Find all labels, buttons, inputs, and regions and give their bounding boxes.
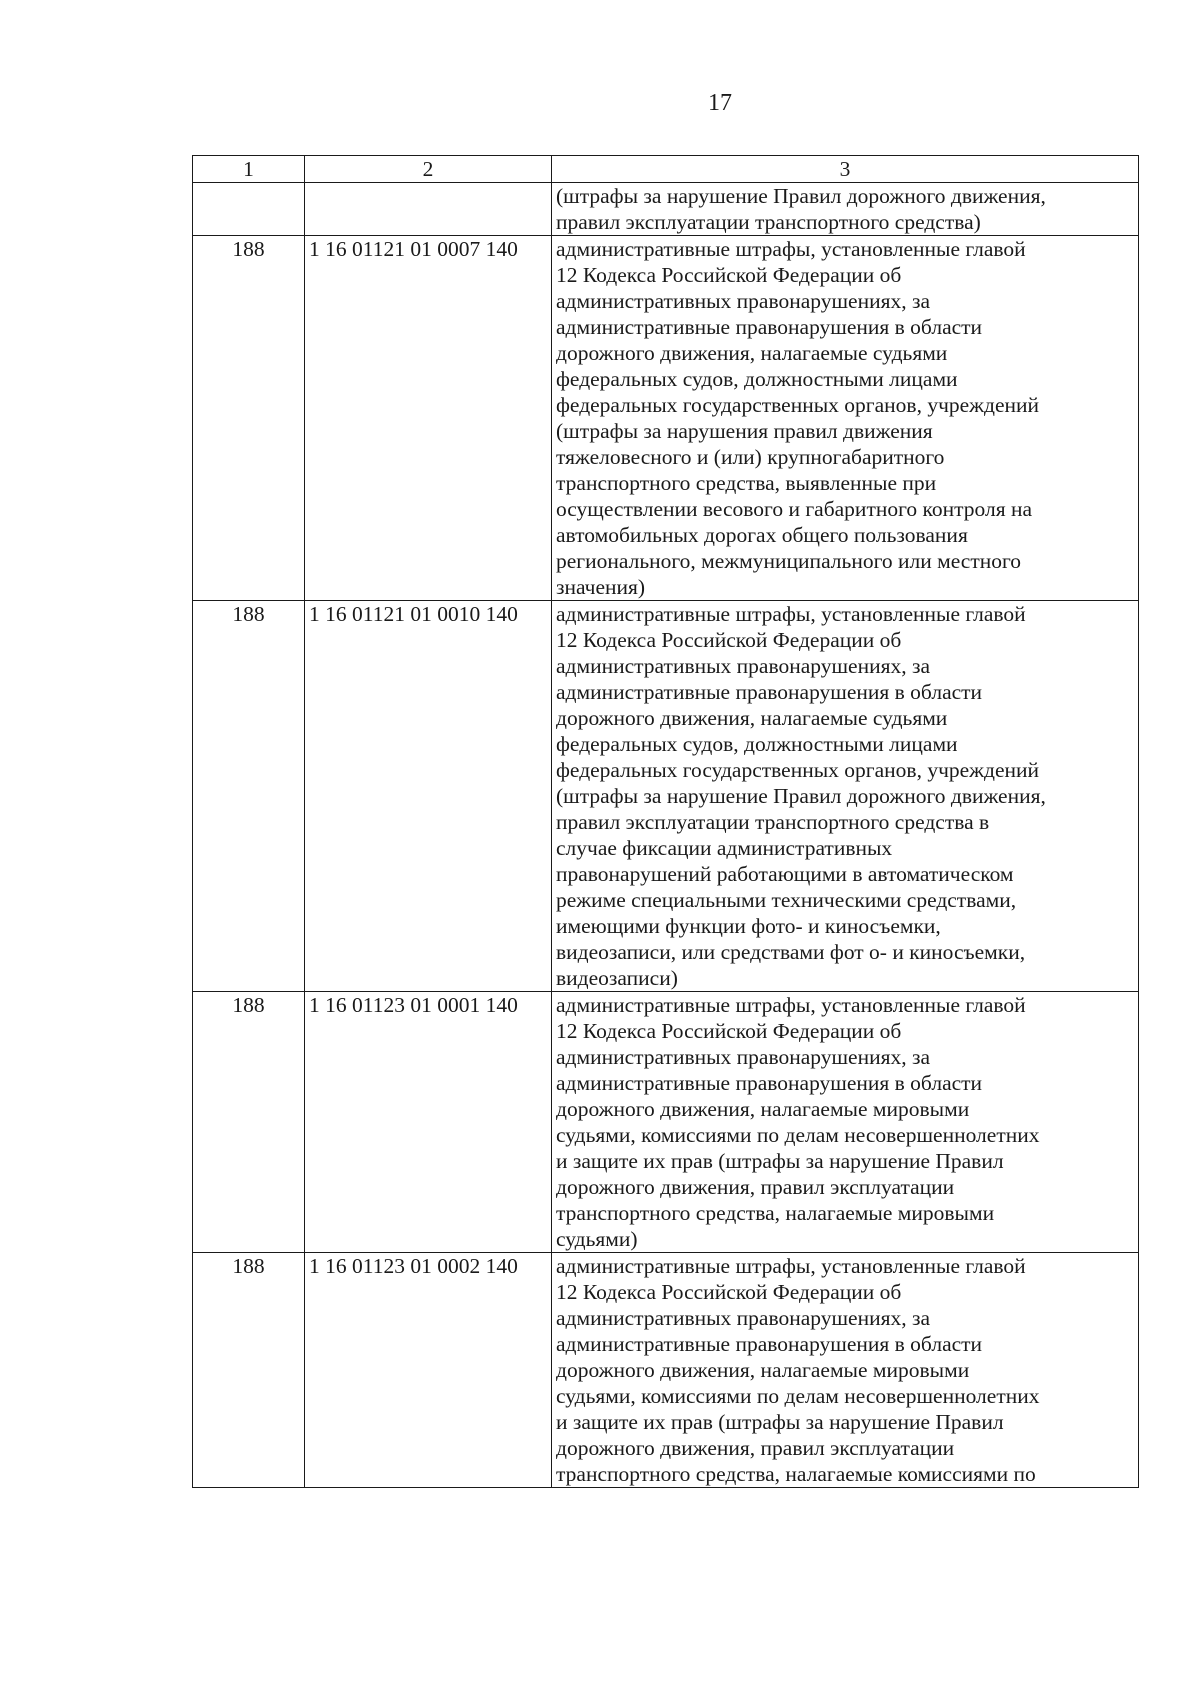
budget-code-cell	[305, 183, 552, 236]
description-line: судьями)	[556, 1227, 638, 1251]
header-col-1: 1	[193, 156, 305, 183]
budget-code-cell: 1 16 01121 01 0010 140	[305, 601, 552, 992]
description-line: административные правонарушения в области	[556, 680, 983, 704]
admin-code-cell: 188	[193, 1253, 305, 1488]
description-line: дорожного движения, правил эксплуатации	[556, 1436, 955, 1460]
description-line: случае фиксации административных	[556, 836, 893, 860]
description-line: административные штрафы, установленные главой	[556, 237, 1026, 261]
description-line: дорожного движения, правил эксплуатации	[556, 1175, 955, 1199]
description-line: административных правонарушениях, за	[556, 654, 931, 678]
description-line: (штрафы за нарушения правил движения	[556, 419, 933, 443]
admin-code-cell: 188	[193, 236, 305, 601]
description-line: осуществлении весового и габаритного контроля на	[556, 497, 1033, 521]
table-header-row	[193, 156, 1139, 183]
description-cell	[552, 1253, 1139, 1488]
description-line: федеральных государственных органов, учреждений	[556, 758, 1040, 782]
description-line: видеозаписи)	[556, 966, 678, 990]
description-line: судьями, комиссиями по делам несовершеннолетних	[556, 1384, 1040, 1408]
description-cell	[552, 236, 1139, 601]
description-cell	[552, 601, 1139, 992]
description-line: административных правонарушениях, за	[556, 1045, 931, 1069]
description-line: 12 Кодекса Российской Федерации об	[556, 628, 902, 652]
budget-code-cell: 1 16 01123 01 0001 140	[305, 992, 552, 1253]
description-line: административные штрафы, установленные главой	[556, 993, 1026, 1017]
description-line: федеральных судов, должностными лицами	[556, 367, 958, 391]
description-line: правил эксплуатации транспортного средства в	[556, 810, 990, 834]
description-line: административных правонарушениях, за	[556, 1306, 931, 1330]
description-line: правил эксплуатации транспортного средства)	[556, 210, 981, 234]
description-line: судьями, комиссиями по делам несовершеннолетних	[556, 1123, 1040, 1147]
table-row	[193, 183, 1139, 236]
description-line: федеральных государственных органов, учреждений	[556, 393, 1040, 417]
description-line: административные правонарушения в области	[556, 1332, 983, 1356]
table-row	[193, 601, 1139, 992]
admin-code-cell: 188	[193, 992, 305, 1253]
header-col-3: 3	[552, 156, 1139, 183]
description-cell	[552, 183, 1139, 236]
budget-codes-table	[192, 155, 1139, 1488]
description-line: административных правонарушениях, за	[556, 289, 931, 313]
table-row	[193, 992, 1139, 1253]
description-line: правонарушений работающими в автоматическом	[556, 862, 1014, 886]
description-line: дорожного движения, налагаемые судьями	[556, 706, 948, 730]
admin-code-cell	[193, 183, 305, 236]
table-row	[193, 1253, 1139, 1488]
description-line: режиме специальными техническими средствами,	[556, 888, 1017, 912]
description-line: транспортного средства, налагаемые комиссиями по	[556, 1462, 1036, 1486]
budget-code-cell: 1 16 01123 01 0002 140	[305, 1253, 552, 1488]
description-line: административные штрафы, установленные главой	[556, 1254, 1026, 1278]
description-line: автомобильных дорогах общего пользования	[556, 523, 968, 547]
description-line: 12 Кодекса Российской Федерации об	[556, 1019, 902, 1043]
description-line: и защите их прав (штрафы за нарушение Правил	[556, 1149, 1004, 1173]
admin-code-cell: 188	[193, 601, 305, 992]
description-line: тяжеловесного и (или) крупногабаритного	[556, 445, 945, 469]
description-line: транспортного средства, налагаемые мировыми	[556, 1201, 995, 1225]
description-line: 12 Кодекса Российской Федерации об	[556, 263, 902, 287]
description-line: федеральных судов, должностными лицами	[556, 732, 958, 756]
description-line: транспортного средства, выявленные при	[556, 471, 937, 495]
description-line: регионального, межмуниципального или местного	[556, 549, 1022, 573]
description-line: и защите их прав (штрафы за нарушение Правил	[556, 1410, 1004, 1434]
description-line: административные правонарушения в области	[556, 315, 983, 339]
description-line: дорожного движения, налагаемые мировыми	[556, 1358, 970, 1382]
description-line: (штрафы за нарушение Правил дорожного движения,	[556, 184, 1046, 208]
description-line: 12 Кодекса Российской Федерации об	[556, 1280, 902, 1304]
description-cell	[552, 992, 1139, 1253]
description-line: видеозаписи, или средствами фот о- и киносъемки,	[556, 940, 1026, 964]
description-line: дорожного движения, налагаемые мировыми	[556, 1097, 970, 1121]
description-line: имеющими функции фото- и киносъемки,	[556, 914, 941, 938]
page-number: 17	[708, 90, 732, 116]
description-line: (штрафы за нарушение Правил дорожного движения,	[556, 784, 1046, 808]
description-line: дорожного движения, налагаемые судьями	[556, 341, 948, 365]
description-line: административные правонарушения в области	[556, 1071, 983, 1095]
description-line: административные штрафы, установленные главой	[556, 602, 1026, 626]
header-col-2: 2	[305, 156, 552, 183]
table-row	[193, 236, 1139, 601]
budget-code-cell: 1 16 01121 01 0007 140	[305, 236, 552, 601]
description-line: значения)	[556, 575, 646, 599]
